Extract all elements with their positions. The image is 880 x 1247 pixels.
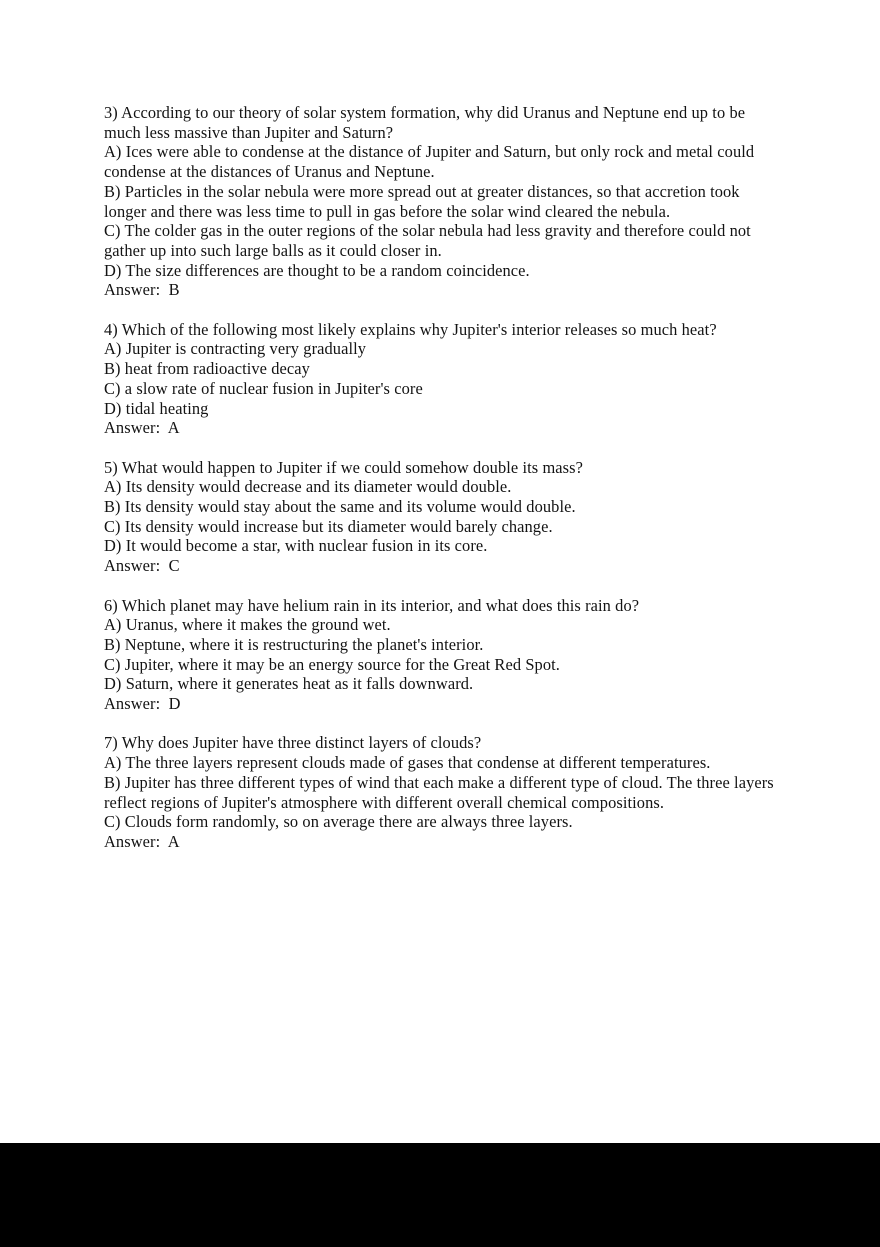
option-text: A) The three layers represent clouds made of gases that condense at different temperatures. <box>104 753 711 773</box>
option-text: D) Saturn, where it generates heat as it falls downward. <box>104 674 474 694</box>
option-text: D) tidal heating <box>104 398 209 418</box>
options <box>104 142 776 280</box>
question-text: 7) Why does Jupiter have three distinct layers of clouds? <box>104 733 482 753</box>
option-text: C) a slow rate of nuclear fusion in Jupiter's core <box>104 378 423 398</box>
options <box>104 615 776 694</box>
option-text: D) It would become a star, with nuclear fusion in its core. <box>104 536 488 556</box>
question-text: 5) What would happen to Jupiter if we could somehow double its mass? <box>104 457 584 477</box>
answer-text: Answer: C <box>104 556 180 576</box>
question-block <box>104 103 776 300</box>
question-text: 4) Which of the following most likely explains why Jupiter's interior releases so much heat? <box>104 319 717 339</box>
option-text: B) Particles in the solar nebula were more spread out at greater distances, so that accretion took longer and there was less time to pull in gas before the solar wind cleared the nebula. <box>104 181 744 221</box>
answer-text: Answer: B <box>104 280 180 300</box>
options <box>104 339 776 418</box>
option-text: C) Its density would increase but its diameter would barely change. <box>104 516 553 536</box>
options <box>104 477 776 556</box>
answer-text: Answer: A <box>104 418 180 438</box>
question-block <box>104 320 776 438</box>
option-text: C) Clouds form randomly, so on average there are always three layers. <box>104 812 573 832</box>
bottom-bar <box>0 1143 880 1247</box>
question-text: 3) According to our theory of solar system formation, why did Uranus and Neptune end up to be much less massive than Jupiter and Saturn? <box>104 103 750 142</box>
question-block <box>104 596 776 714</box>
question-text: 6) Which planet may have helium rain in its interior, and what does this rain do? <box>104 595 640 615</box>
question-block <box>104 458 776 576</box>
options <box>104 753 776 832</box>
option-text: A) Uranus, where it makes the ground wet. <box>104 615 391 635</box>
question-block <box>104 733 776 851</box>
option-text: C) Jupiter, where it may be an energy source for the Great Red Spot. <box>104 654 560 674</box>
option-text: D) The size differences are thought to be a random coincidence. <box>104 260 530 280</box>
option-text: A) Its density would decrease and its diameter would double. <box>104 477 512 497</box>
option-text: B) Jupiter has three different types of wind that each make a different type of cloud. The three layers reflect regions of Jupiter's atmosphere with different overall chemical compositions. <box>104 772 778 812</box>
option-text: A) Jupiter is contracting very gradually <box>104 339 367 359</box>
option-text: B) heat from radioactive decay <box>104 359 310 379</box>
option-text: C) The colder gas in the outer regions of the solar nebula had less gravity and therefore could not gather up into such large balls as it could closer in. <box>104 221 756 260</box>
questions-list <box>104 103 776 852</box>
answer-text: Answer: D <box>104 694 181 714</box>
option-text: B) Neptune, where it is restructuring the planet's interior. <box>104 634 484 654</box>
answer-text: Answer: A <box>104 831 180 851</box>
option-text: A) Ices were able to condense at the distance of Jupiter and Saturn, but only rock and metal could condense at the distances of Uranus and Neptune. <box>104 142 759 182</box>
option-text: B) Its density would stay about the same and its volume would double. <box>104 497 576 517</box>
